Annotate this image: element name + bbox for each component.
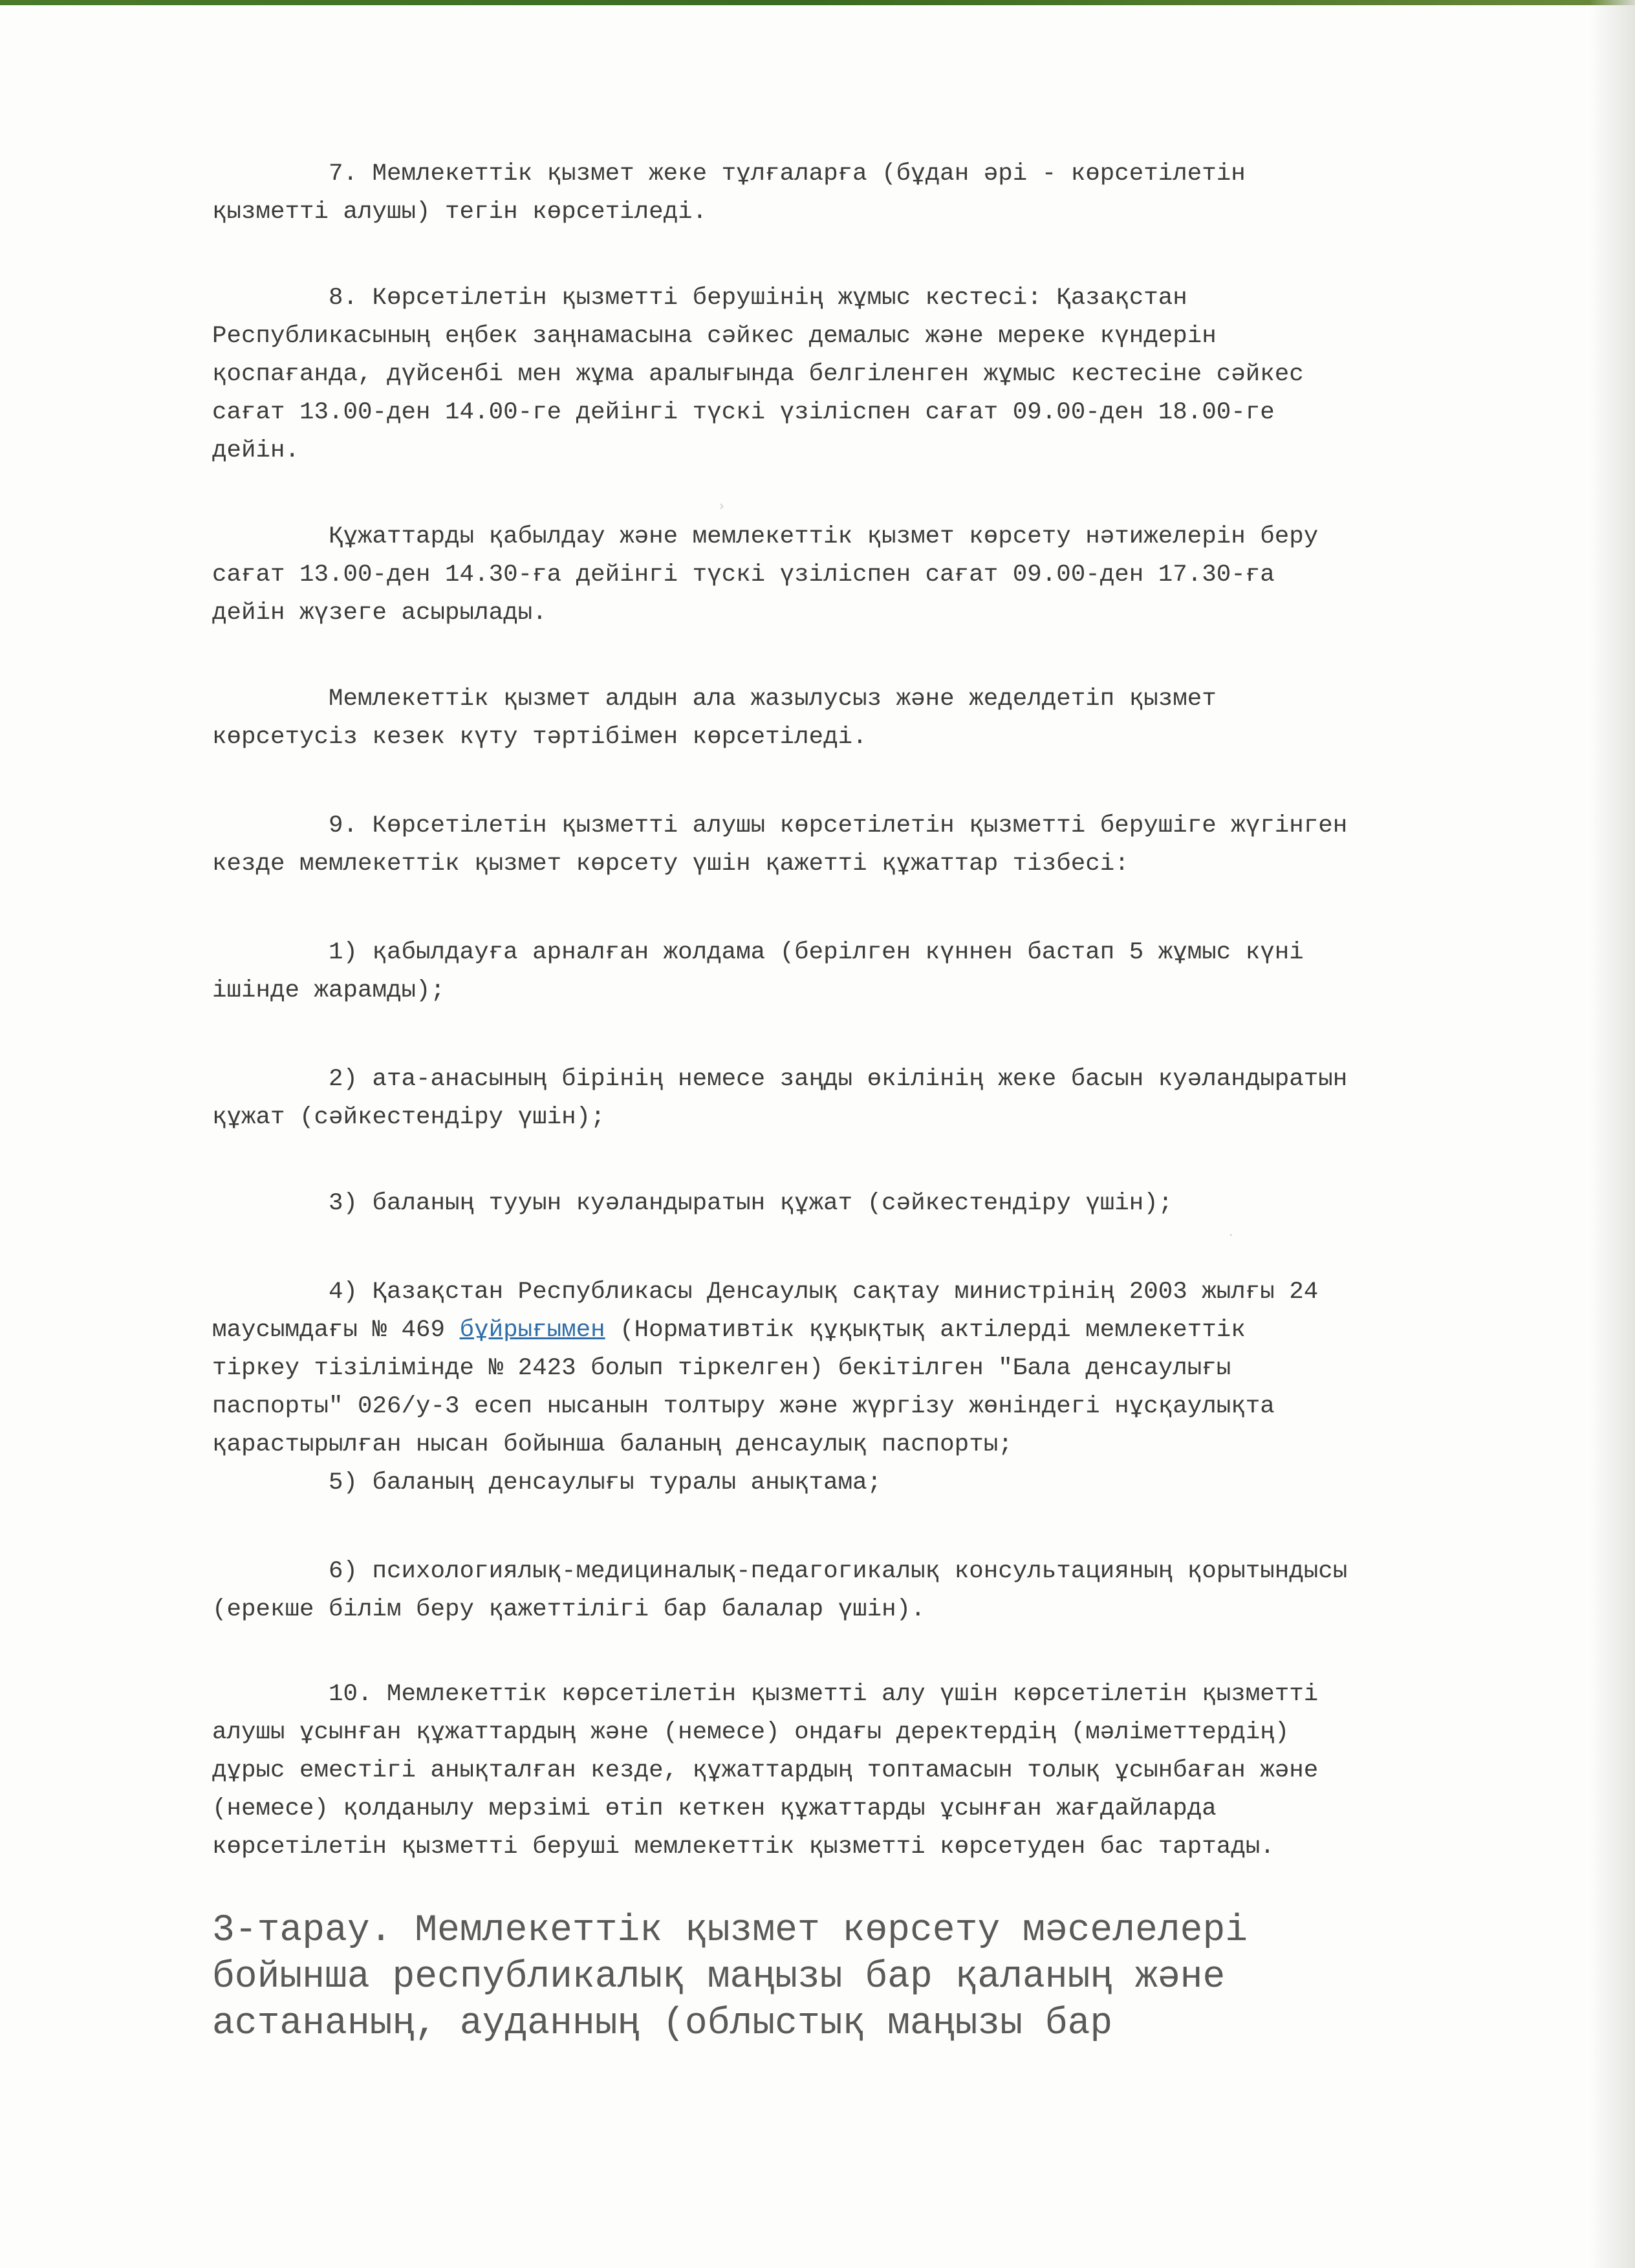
section-heading-chapter-3: 3-тарау. Мемлекеттік қызмет көрсету мәселелері бойынша республикалық маңызы бар қаланың және астананың, ауданның (облыстық маңызы бар [212, 1910, 1248, 2045]
paragraph-7: 7. Мемлекеттік қызмет жеке тұлғаларға (бұдан әрі - көрсетілетін қызметті алушы) тегін көрсетіледі. [212, 160, 1246, 226]
list-item-1: 1) қабылдауға арналған жолдама (берілген күннен бастап 5 жұмыс күні ішінде жарамды); [212, 939, 1304, 1004]
scan-right-shadow [1590, 0, 1635, 2268]
paragraph-8: 8. Көрсетілетін қызметті берушінің жұмыс кестесі: Қазақстан Республикасының еңбек заңнамасына сәйкес демалыс және мереке күндерін қоспағанда, дүйсенбі мен жұма аралығында белгіленген жұмыс кестесіне сәйкес сағат 13.00-ден 14.00-ге дейінгі түскі үзіліспен сағат 09.00-ден 18.00-ге дейін. [212, 285, 1304, 464]
document-body [212, 155, 1467, 1866]
paragraph-8-queue: Мемлекеттік қызмет алдын ала жазылусыз және жеделдетіп қызмет көрсетусіз кезек күту тәртібімен көрсетіледі. [212, 686, 1217, 751]
list-item-4-text-start: 4) Қазақстан Республикасы Денсаулық сақтау министрінің 2003 жылғы 24 маусымдағы № 469 [212, 1279, 1319, 1344]
list-item-3: 3) баланың тууын куәландыратын құжат (сәйкестендіру үшін); [212, 1190, 1173, 1217]
scan-artifact-mark: › [719, 498, 724, 513]
list-item-2: 2) ата-анасының бірінің немесе заңды өкілінің жеке басын куәландыратын құжат (сәйкестендіру үшін); [212, 1066, 1348, 1131]
list-item-4-text-end: (Нормативтік құқықтық актілерді мемлекеттік тіркеу тізілімінде № 2423 болып тіркелген) бекітілген "Бала денсаулығы паспорты" 026/у-3 есеп нысанын толтыру және жүргізу жөніндегі нұсқаулықта қарастырылған нысан бойынша баланың денсаулық паспорты; [212, 1317, 1275, 1458]
scan-artifact-mark: · [1229, 1227, 1233, 1243]
scan-top-edge [0, 0, 1635, 5]
list-item-6: 6) психологиялық-медициналық-педагогикалық консультацияның қорытындысы (ерекше білім беру қажеттілігі бар балалар үшін). [212, 1558, 1348, 1623]
order-link[interactable]: бұйрығымен [459, 1317, 605, 1344]
paragraph-9: 9. Көрсетілетін қызметті алушы көрсетілетін қызметті берушіге жүгінген кезде мемлекеттік қызмет көрсету үшін қажетті құжаттар тізбесі: [212, 812, 1348, 878]
paragraph-8-documents-hours: Құжаттарды қабылдау және мемлекеттік қызмет көрсету нәтижелерін беру сағат 13.00-ден 14.30-ға дейінгі түскі үзіліспен сағат 09.00-ден 17.30-ға дейін жүзеге асырылады. [212, 523, 1319, 627]
list-item-4 [212, 1273, 1467, 1464]
list-item-5: 5) баланың денсаулығы туралы анықтама; [212, 1469, 882, 1496]
paragraph-10: 10. Мемлекеттік көрсетілетін қызметті алу үшін көрсетілетін қызметті алушы ұсынған құжаттардың және (немесе) ондағы деректердің (мәліметтердің) дұрыс еместігі анықталған кезде, құжаттардың топтамасын толық ұсынбаған және (немесе) қолданылу мерзімі өтіп кеткен құжаттарды ұсынған жағдайларда көрсетілетін қызметті беруші мемлекеттік қызметті көрсетуден бас тартады. [212, 1681, 1319, 1861]
